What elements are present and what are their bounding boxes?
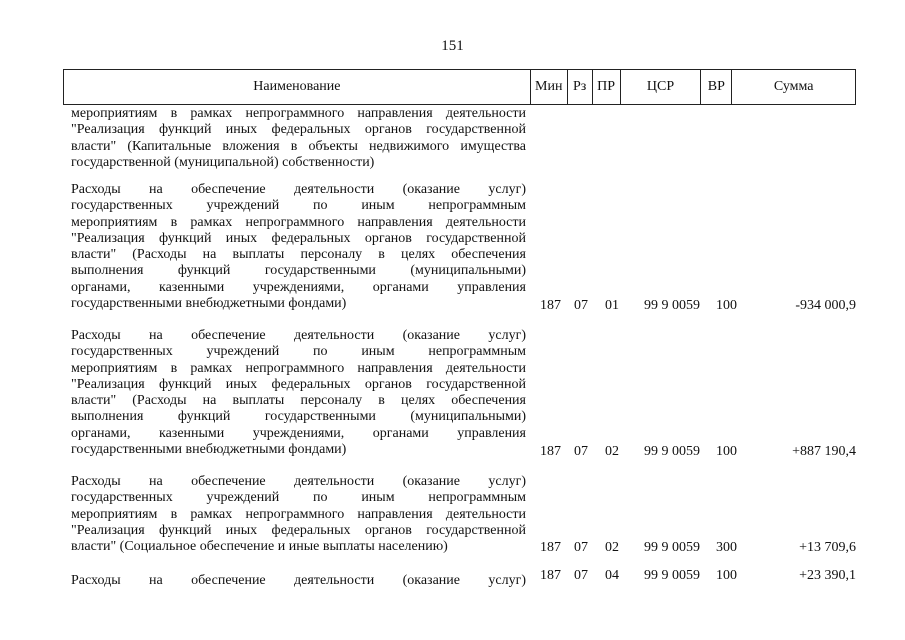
row-description [71,474,526,555]
row-line: Расходы на обеспечение деятельности (оказание услуг) [71,573,526,588]
cell-pr: 01 [605,298,619,313]
header-pr: ПР [592,70,620,104]
row-line: мероприятиям в рамках непрограммного направления деятельности [71,106,526,121]
row-line: власти" (Расходы на выплаты персоналу в целях обеспечения [71,247,526,263]
cell-min: 187 [540,444,561,459]
cell-min: 187 [540,568,561,583]
cell-sum: +13 709,6 [799,540,856,555]
row-line: выполнения функций государственными (муниципальными) [71,409,526,425]
header-name: Наименование [253,79,341,94]
cell-sum: +887 190,4 [792,444,856,459]
header-sum: Сумма [731,70,855,104]
cell-rz: 07 [574,298,588,313]
row-description [71,182,526,312]
row-line: государственных учреждений по иным непрограммным [71,490,526,506]
row-line: Расходы на обеспечение деятельности (оказание услуг) [71,474,526,489]
cell-csr: 99 9 0059 [644,298,700,313]
cell-rz: 07 [574,540,588,555]
row-line: "Реализация функций иных федеральных органов государственной [71,122,526,138]
cell-vr: 100 [716,568,737,583]
cell-vr: 300 [716,540,737,555]
row-line: власти" (Капитальные вложения в объекты недвижимого имущества [71,138,526,154]
row-line: Расходы на обеспечение деятельности (оказание услуг) [71,328,526,343]
row-line: "Реализация функций иных федеральных органов государственной [71,522,526,538]
row-line: мероприятиям в рамках непрограммного направления деятельности [71,506,526,522]
header-csr: ЦСР [620,70,701,104]
row-description [71,106,526,171]
cell-sum: -934 000,9 [795,298,856,313]
cell-pr: 02 [605,540,619,555]
row-line: "Реализация функций иных федеральных органов государственной [71,376,526,392]
cell-min: 187 [540,540,561,555]
cell-rz: 07 [574,444,588,459]
row-line: государственными внебюджетными фондами) [71,442,347,458]
cell-pr: 04 [605,568,619,583]
cell-pr: 02 [605,444,619,459]
cell-sum: +23 390,1 [799,568,856,583]
cell-vr: 100 [716,444,737,459]
row-line: Расходы на обеспечение деятельности (оказание услуг) [71,182,526,197]
cell-min: 187 [540,298,561,313]
cell-vr: 100 [716,298,737,313]
row-description [71,328,526,458]
row-line: выполнения функций государственными (муниципальными) [71,263,526,279]
table-header [63,69,856,105]
row-line: "Реализация функций иных федеральных органов государственной [71,230,526,246]
cell-csr: 99 9 0059 [644,568,700,583]
row-line: государственной (муниципальной) собственности) [71,154,375,170]
header-min: Мин [530,70,567,104]
row-line: государственных учреждений по иным непрограммным [71,344,526,360]
header-vr: ВР [700,70,731,104]
cell-rz: 07 [574,568,588,583]
row-line: государственными внебюджетными фондами) [71,296,347,312]
cell-csr: 99 9 0059 [644,444,700,459]
row-line: мероприятиям в рамках непрограммного направления деятельности [71,214,526,230]
row-line: государственных учреждений по иным непрограммным [71,198,526,214]
row-line: органами, казенными учреждениями, органами управления [71,425,526,441]
row-description [71,573,526,589]
cell-csr: 99 9 0059 [644,540,700,555]
row-line: органами, казенными учреждениями, органами управления [71,279,526,295]
row-line: мероприятиям в рамках непрограммного направления деятельности [71,360,526,376]
header-rz: Рз [567,70,592,104]
row-line: власти" (Социальное обеспечение и иные выплаты населению) [71,539,448,555]
row-line: власти" (Расходы на выплаты персоналу в целях обеспечения [71,393,526,409]
page-number: 151 [441,38,464,54]
